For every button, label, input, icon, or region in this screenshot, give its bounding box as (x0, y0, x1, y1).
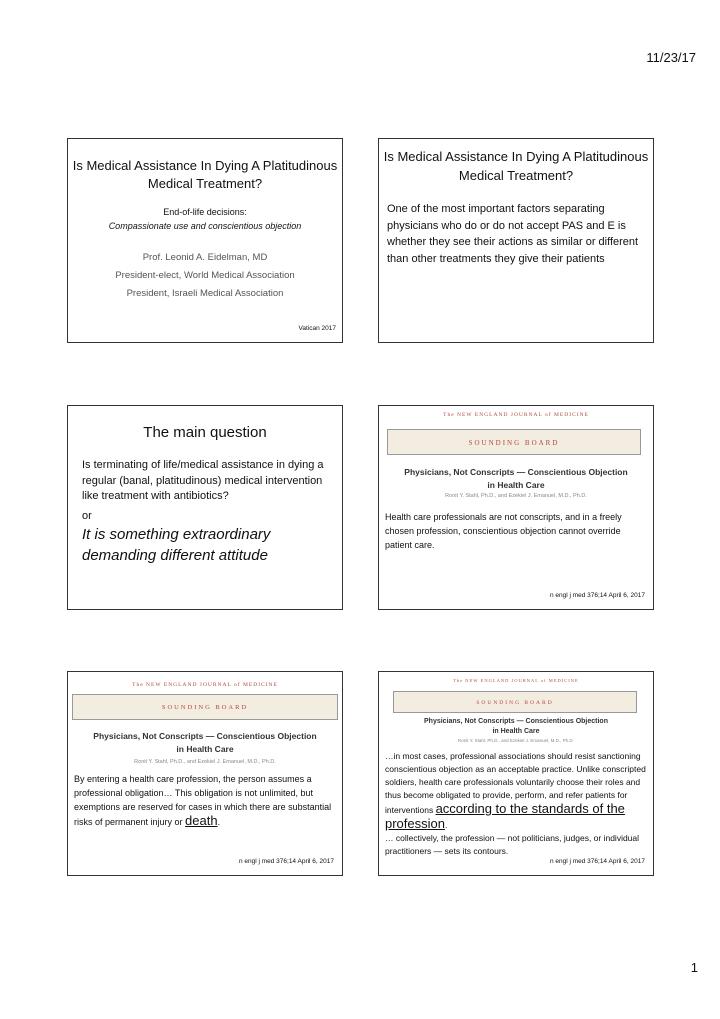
journal-name: The NEW ENGLAND JOURNAL of MEDICINE (443, 412, 589, 418)
slide-5 (67, 671, 343, 876)
or-text: or (82, 509, 92, 522)
article-title (68, 730, 342, 756)
slide-1-footer: Vatican 2017 (298, 325, 336, 332)
article-title-line-2: in Health Care (487, 480, 545, 490)
article-title-line-1: Physicians, Not Conscripts — Conscientious Objection (404, 467, 628, 477)
question-text: Is terminating of life/medical assistance in dying a regular (banal, platitudinous) medical intervention like treatment with antibiotics? (82, 459, 324, 502)
author-role-1: President-elect, World Medical Association (115, 270, 295, 281)
journal-name: The NEW ENGLAND JOURNAL of MEDICINE (132, 682, 278, 688)
citation: n engl j med 376;14 April 6, 2017 (549, 858, 645, 865)
quote-text: By entering a health care profession, the person assumes a professional obligation… This obligation is not unlimited, but exemptions are reserved for cases in which there are substantial risks of permanent injury or (74, 774, 332, 827)
article-authors: Ronit Y. Stahl, Ph.D., and Ezekiel J. Emanuel, M.D., Ph.D. (445, 493, 587, 499)
sounding-board-banner: SOUNDING BOARD (393, 691, 637, 713)
slide-4 (378, 405, 654, 610)
page-date: 11/23/17 (646, 50, 696, 65)
author-role-2: President, Israeli Medical Association (126, 288, 284, 299)
emphasized-phrase: according to the standards of the profession (385, 801, 625, 831)
emphasized-word: death (185, 813, 218, 828)
article-title (379, 717, 653, 737)
article-authors: Ronit Y. Stahl, Ph.D., and Ezekiel J. Emanuel, M.D., Ph.D. (458, 738, 574, 743)
slide-5-quote (74, 772, 336, 829)
slide-2 (378, 138, 654, 343)
slide-1-title: Is Medical Assistance In Dying A Platitudinous Medical Treatment? (72, 158, 338, 191)
page-number: 1 (690, 960, 698, 975)
slide-1-subtitle (68, 205, 342, 233)
quote-end: . (217, 817, 221, 827)
quote-text: …in most cases, professional associations should resist sanctioning conscientious objection as an acceptable practice. Unlike conscripted soldiers, health care professionals voluntarily choose their roles and thus become obligated to provide, perform, and refer patients for interventions (385, 751, 646, 815)
article-title (379, 466, 653, 492)
slide-1 (67, 138, 343, 343)
article-title-line-2: in Health Care (492, 728, 540, 735)
slide-3 (67, 405, 343, 610)
slide-2-title: Is Medical Assistance In Dying A Platitudinous Medical Treatment? (383, 149, 649, 183)
article-authors: Ronit Y. Stahl, Ph.D., and Ezekiel J. Emanuel, M.D., Ph.D. (134, 759, 276, 765)
slide-3-body (82, 458, 334, 566)
slide-3-title: The main question (143, 424, 267, 441)
slide-6 (378, 671, 654, 876)
citation: n engl j med 376;14 April 6, 2017 (238, 858, 334, 865)
slide-2-body: One of the most important factors separating physicians who do or do not accept PAS and E is whether they see their actions as similar or different than other treatments they give their patients (387, 203, 639, 265)
quote-paragraph-2: … collectively, the profession — not politicians, judges, or individual practitioners — sets its contours. (385, 833, 640, 856)
sounding-board-banner: SOUNDING BOARD (387, 429, 641, 455)
article-title-line-2: in Health Care (176, 744, 234, 754)
quote-paragraph-1 (385, 750, 647, 832)
subtitle-line: End-of-life decisions: (163, 207, 247, 217)
slide-6-quote (385, 750, 647, 858)
citation: n engl j med 376;14 April 6, 2017 (549, 592, 645, 599)
slide-1-author-block (68, 249, 342, 303)
article-title-line-1: Physicians, Not Conscripts — Conscientious Objection (424, 718, 608, 725)
author-name: Prof. Leonid A. Eidelman, MD (142, 252, 268, 263)
journal-name: The NEW ENGLAND JOURNAL of MEDICINE (453, 678, 579, 683)
sounding-board-banner: SOUNDING BOARD (72, 694, 338, 720)
article-title-line-1: Physicians, Not Conscripts — Conscientious Objection (93, 731, 317, 741)
quote-end: . (444, 820, 448, 830)
subtitle-italic-line: Compassionate use and conscientious objection (108, 221, 302, 231)
slide-4-quote: Health care professionals are not conscripts, and in a freely chosen profession, conscientious objection cannot override patient care. (385, 512, 622, 550)
alternative-text: It is something extraordinary demanding different attitude (82, 526, 271, 564)
